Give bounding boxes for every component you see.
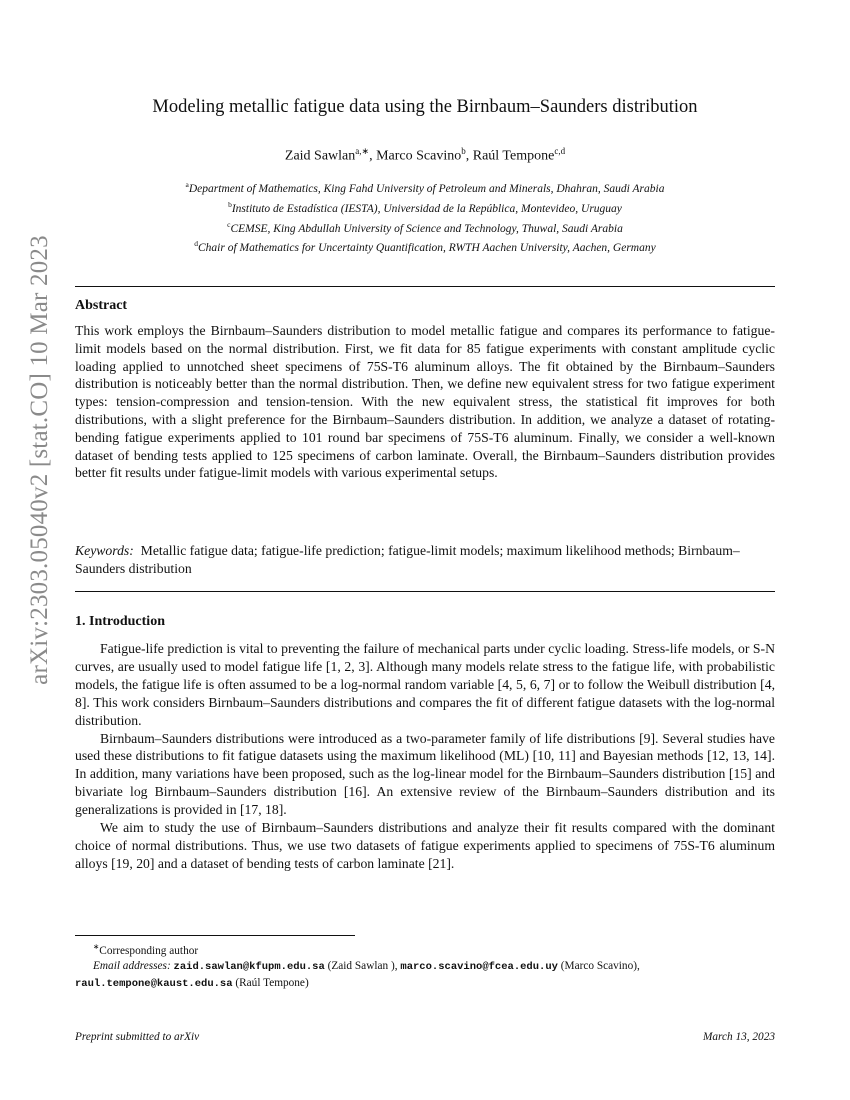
- section-heading-introduction: 1. Introduction: [75, 614, 165, 629]
- paragraph: Birnbaum–Saunders distributions were introduced as a two-parameter family of life distributions [9]. Several studies have used these distributions to fit fatigue datasets using the maximum likelihood (ML) [10, 11] and Bayesian methods [12, 13, 14]. In addition, many variations have been proposed, such as the log-linear model for the Birnbaum–Saunders distribution [15] and bivariate log Birnbaum–Saunders distribution [16]. An extensive review of the Birnbaum–Saunders distribution and its generalizations is provided in [17, 18].: [75, 730, 775, 818]
- email-label: Email addresses:: [93, 960, 171, 973]
- affiliation-text: CEMSE, King Abdullah University of Science and Technology, Thuwal, Saudi Arabia: [230, 222, 623, 235]
- affiliation-mark: a: [185, 180, 189, 189]
- affiliation-text: Chair of Mathematics for Uncertainty Quantification, RWTH Aachen University, Aachen, Germany: [198, 242, 656, 255]
- author-name: Zaid Sawlan: [284, 148, 356, 164]
- footer-preprint-note: Preprint submitted to arXiv: [75, 1031, 200, 1043]
- email-owner: (Raúl Tempone): [235, 976, 309, 989]
- keywords: [75, 542, 775, 578]
- paragraph: We aim to study the use of Birnbaum–Saunders distributions and analyze their fit results compared with the dominant choice of normal distributions. Thus, we use two datasets of fatigue experiments applied to specimens of 75S-T6 aluminum alloys [19, 20] and a dataset of bending tests of carbon laminate [21].: [75, 820, 775, 871]
- paper-title: Modeling metallic fatigue data using the Birnbaum–Saunders distribution: [152, 97, 698, 117]
- arxiv-id-text: arXiv:2303.05040v2 [stat.CO] 10 Mar 2023: [26, 235, 53, 685]
- footer-date: March 13, 2023: [702, 1031, 775, 1043]
- email-owner: (Zaid Sawlan ),: [327, 960, 398, 973]
- email-addresses-cont: [75, 976, 775, 993]
- author-mark: c,d: [554, 146, 566, 156]
- abstract-bottom-rule: [75, 591, 775, 592]
- author-list: Zaid Sawlan$^{a,∗}$, Marco Scavino$^b$, Raúl Tempone$^{c,d}$: [284, 146, 566, 164]
- abstract-top-rule: [75, 286, 775, 287]
- affiliation: [0, 217, 850, 237]
- email-addresses: [75, 959, 775, 976]
- affiliation: [0, 197, 850, 217]
- author-name: Raúl Tempone: [472, 148, 555, 164]
- affiliation: [0, 177, 850, 197]
- footnote-mark: ∗: [93, 942, 100, 951]
- affiliation-text: Instituto de Estadística (IESTA), Universidad de la República, Montevideo, Uruguay: [231, 202, 622, 215]
- affiliation-mark: b: [228, 199, 232, 209]
- author-mark: a,∗: [355, 146, 370, 156]
- corresponding-author-note: [75, 939, 775, 959]
- affiliation-text: Department of Mathematics, King Fahd University of Petroleum and Minerals, Dhahran, Saudi Arabia: [188, 182, 665, 195]
- footnotes: [75, 939, 775, 992]
- abstract-body: This work employs the Birnbaum–Saunders distribution to model metallic fatigue and compares its performance to fatigue-limit models based on the normal distribution. First, we fit data for 85 fatigue experiments with constant amplitude cyclic loading applied to unnotched sheet specimens of 75S-T6 aluminum alloys. The fit obtained by the Birnbaum–Saunders distribution is noticeably better than the normal distribution. Then, we define new equivalent stress for two fatigue experiment types: tension-compression and tension-tension. With the new equivalent stress, the statistical fit improves for both distributions, with a slight preference for the Birnbaum–Saunders distribution. In addition, we analyze a dataset of rotating-bending fatigue experiments applied to 101 round bar specimens of 75S-T6 aluminum. Finally, we consider a well-known dataset of bending tests applied to 125 specimens of carbon laminate. Overall, the Birnbaum–Saunders distribution provides better fit results under fatigue-limit models with various experimental setups.: [75, 323, 775, 481]
- affiliation: [0, 236, 850, 256]
- footnote-rule: [75, 935, 355, 936]
- author-name: Marco Scavino: [376, 148, 462, 164]
- email-link[interactable]: raul.tempone@kaust.edu.sa: [75, 977, 233, 990]
- keywords-label: Keywords:: [75, 543, 134, 558]
- footnote-text: Corresponding author: [99, 944, 199, 957]
- keywords-text: Metallic fatigue data; fatigue-life prediction; fatigue-limit models; maximum likelihood methods; Birnbaum–Saunders distribution: [75, 543, 740, 576]
- arxiv-identifier: [20, 235, 60, 685]
- email-link[interactable]: zaid.sawlan@kfupm.edu.sa: [173, 961, 325, 974]
- affiliation-mark: c: [227, 219, 231, 229]
- author-mark: b: [461, 146, 466, 156]
- email-owner: (Marco Scavino),: [560, 960, 640, 973]
- introduction-body: [75, 640, 775, 873]
- email-link[interactable]: marco.scavino@fcea.edu.uy: [400, 961, 558, 974]
- abstract-heading: Abstract: [75, 298, 128, 313]
- affiliation-mark: d: [194, 239, 199, 249]
- affiliation-list: [0, 177, 850, 256]
- paragraph: Fatigue-life prediction is vital to preventing the failure of mechanical parts under cyclic loading. Stress-life models, or S-N curves, are usually used to model fatigue life [1, 2, 3]. Although many models relate stress to the fatigue life, with probabilistic models, the fatigue life is often assumed to be a log-normal random variable [4, 5, 6, 7] or to follow the Weibull distribution [4, 8]. This work considers Birnbaum–Saunders distributions and compares the fit of different fatigue datasets with the log-normal distribution.: [75, 641, 775, 728]
